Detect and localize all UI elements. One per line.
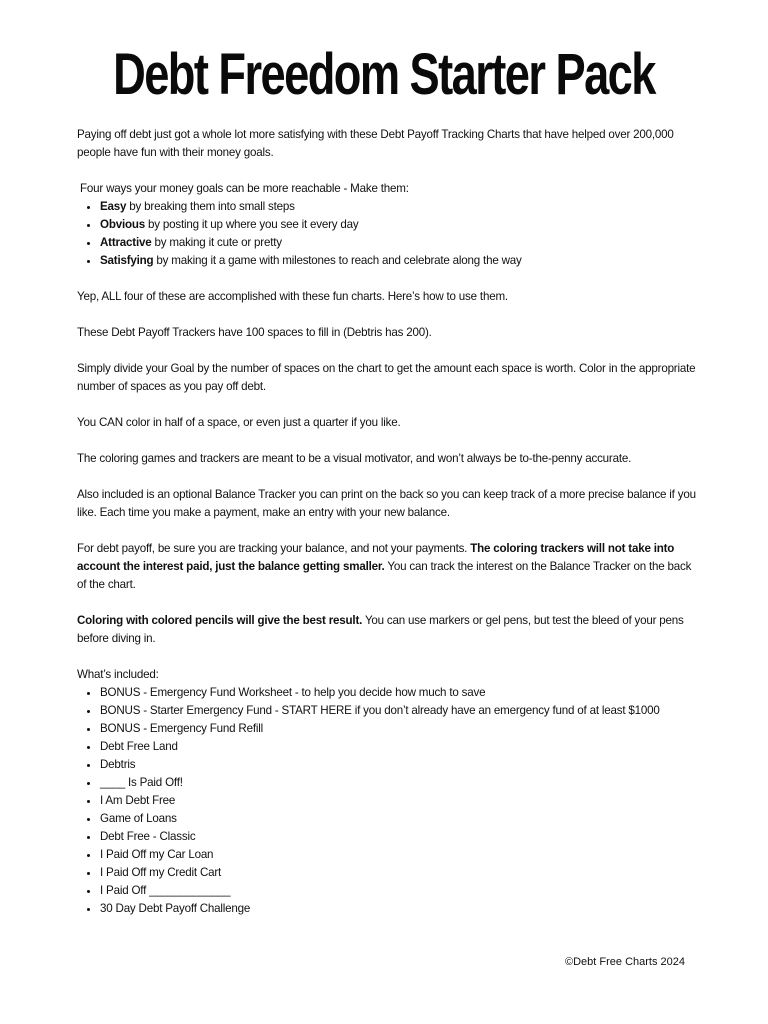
payoff-paragraph: [77, 540, 697, 594]
coloring-text-rest: You can use markers or gel pens, but test the bleed of your pens before diving in.: [77, 614, 684, 645]
list-item-bold: Satisfying: [100, 254, 154, 267]
payoff-text-bold: The coloring trackers will not take into account the interest paid, just the balance getting smaller.: [77, 542, 675, 573]
list-item: • Game of Loans: [100, 810, 697, 828]
list-item: • Debt Free - Classic: [100, 828, 697, 846]
list-item: • Debt Free Land: [100, 738, 697, 756]
yep-paragraph: Yep, ALL four of these are accomplished with these fun charts. Here’s how to use them.: [77, 290, 508, 303]
ways-heading-text: Four ways your money goals can be more reachable - Make them:: [80, 182, 409, 195]
ways-list: [77, 198, 697, 270]
page-title: Debt Freedom Starter Pack: [113, 42, 655, 107]
list-item-text: by breaking them into small steps: [126, 200, 295, 213]
list-item: • Debtris: [100, 756, 697, 774]
balance-paragraph: Also included is an optional Balance Tracker you can print on the back so you can keep track of a more precise balance if you like. Each time you make a payment, make an entry with your new balance.: [77, 488, 696, 519]
list-item-text: by posting it up where you see it every day: [144, 218, 359, 231]
payoff-text-b: You can track the interest on the Balance Tracker on the back of the chart.: [77, 560, 692, 591]
list-item: • BONUS - Emergency Fund Worksheet - to help you decide how much to save: [100, 684, 697, 702]
list-item: [100, 216, 697, 234]
included-heading: What’s included:: [77, 668, 159, 681]
list-item-bold: Attractive: [100, 236, 152, 249]
copyright-footer: ©Debt Free Charts 2024: [565, 956, 685, 968]
visual-paragraph: The coloring games and trackers are meant to be a visual motivator, and won’t always be to-the-penny accurate.: [77, 452, 632, 465]
list-item-text: by making it a game with milestones to reach and celebrate along the way: [153, 254, 522, 267]
intro-paragraph: Paying off debt just got a whole lot more satisfying with these Debt Payoff Tracking Charts that have helped over 200,000 people have fun with their money goals.: [77, 128, 674, 159]
list-item: • BONUS - Emergency Fund Refill: [100, 720, 697, 738]
list-item-text: by making it cute or pretty: [151, 236, 282, 249]
list-item: [100, 198, 697, 216]
list-item: • I Paid Off _____________: [100, 882, 697, 900]
list-item: [100, 234, 697, 252]
list-item: • I Paid Off my Car Loan: [100, 846, 697, 864]
list-item: • 30 Day Debt Payoff Challenge: [100, 900, 697, 918]
list-item: • ____ Is Paid Off!: [100, 774, 697, 792]
ways-heading: [77, 180, 697, 198]
document-body: [77, 126, 697, 936]
half-paragraph: You CAN color in half of a space, or even just a quarter if you like.: [77, 416, 401, 429]
coloring-text-bold: Coloring with colored pencils will give the best result.: [77, 614, 363, 627]
included-list: [77, 684, 697, 918]
list-item: • I Paid Off my Credit Cart: [100, 864, 697, 882]
list-item-bold: Obvious: [100, 218, 145, 231]
list-item-bold: Easy: [100, 200, 127, 213]
divide-paragraph: Simply divide your Goal by the number of spaces on the chart to get the amount each space is worth. Color in the appropriate number of spaces as you pay off debt.: [77, 362, 696, 393]
payoff-text-a: For debt payoff, be sure you are tracking your balance, and not your payments.: [77, 542, 471, 555]
list-item: • BONUS - Starter Emergency Fund - START HERE if you don’t already have an emergency fund of at least $1000: [100, 702, 697, 720]
list-item: • I Am Debt Free: [100, 792, 697, 810]
coloring-paragraph: [77, 612, 697, 648]
spaces-paragraph: These Debt Payoff Trackers have 100 spaces to fill in (Debtris has 200).: [77, 326, 432, 339]
list-item: [100, 252, 697, 270]
